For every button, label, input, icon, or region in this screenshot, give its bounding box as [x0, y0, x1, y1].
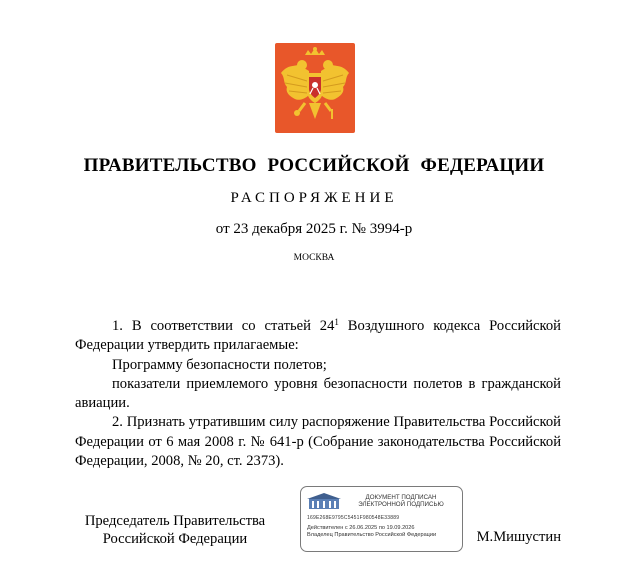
- document-body: [75, 317, 561, 471]
- document-date-number: от 23 декабря 2025 г. № 3994-р: [215, 221, 413, 237]
- stamp-serial-number: 169E268E9795C5451F980548E33889: [307, 515, 400, 521]
- stamp-owner: Владелец Правительство Российской Федерации: [307, 532, 437, 538]
- signatory-name: М.Мишустин: [476, 529, 561, 545]
- stamp-title-line-1: ДОКУМЕНТ ПОДПИСАН: [365, 494, 437, 501]
- building-icon: [307, 493, 341, 511]
- paragraph-1-rest: Воздушного кодекса Российской Федерации утвердить прилагаемые:: [75, 318, 561, 354]
- electronic-signature-stamp: [300, 486, 463, 552]
- stamp-validity: Действителен с 26.06.2025 по 19.09.2026: [307, 525, 415, 531]
- document-type: РАСПОРЯЖЕНИЕ: [230, 190, 398, 206]
- government-title: ПРАВИТЕЛЬСТВО РОССИЙСКОЙ ФЕДЕРАЦИИ: [83, 155, 545, 176]
- paragraph-1-item-2: показатели приемлемого уровня безопасности полетов в гражданской авиации.: [75, 375, 561, 412]
- coat-of-arms-emblem: [275, 43, 355, 133]
- paragraph-1: [75, 317, 561, 356]
- paragraph-2: 2. Признать утратившим силу распоряжение Правительства Российской Федерации от 6 мая 2008 г. № 641-р (Собрание законодательства Российской Федерации, 2008, № 20, ст. 2373).: [75, 414, 561, 470]
- article-superscript: 1: [334, 317, 339, 327]
- stamp-title: [341, 494, 461, 508]
- signatory-position-line-2: Российской Федерации: [102, 531, 248, 547]
- double-headed-eagle-icon: [275, 43, 355, 133]
- document-city: МОСКВА: [293, 253, 335, 263]
- signatory-position: [75, 512, 275, 548]
- signatory-position-line-1: Председатель Правительства: [84, 513, 266, 529]
- stamp-title-line-2: ЭЛЕКТРОННОЙ ПОДПИСЬЮ: [358, 501, 444, 509]
- paragraph-1-item-1: Программу безопасности полетов;: [112, 356, 327, 373]
- paragraph-1-text: 1. В соответствии со статьей 24: [112, 318, 335, 334]
